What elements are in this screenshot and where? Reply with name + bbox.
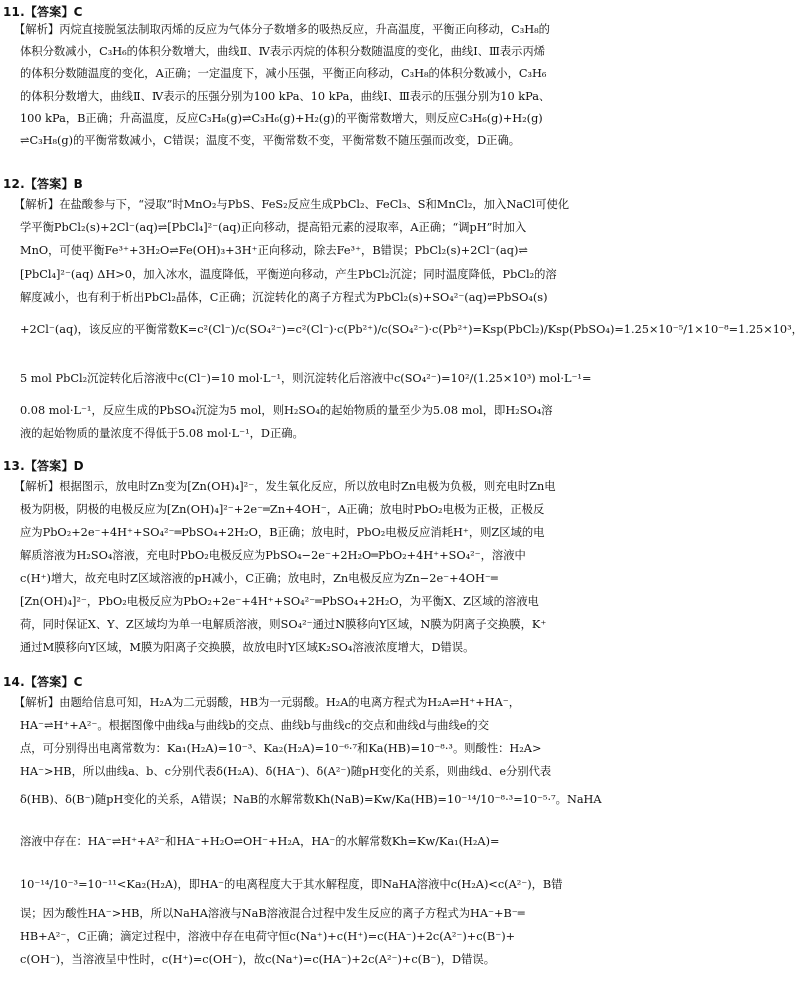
q12-analysis-line: +2Cl⁻(aq)，该反应的平衡常数K=c²(Cl⁻)/c(SO₄²⁻)=c²(Cl⁻)·c(Pb²⁺)/c(SO₄²⁻)·c(Pb²⁺)=Ksp(PbCl₂)/Ksp(PbSO₄)=1.25×10⁻⁵/1×10⁻⁸=1.25×10³， [20,323,803,336]
q14-analysis-line: 【解析】由题给信息可知，H₂A为二元弱酸，HB为一元弱酸。H₂A的电离方程式为H₂A⇌H⁺+HA⁻， [14,696,520,709]
q12-answer-heading: 12.【答案】B [3,177,84,191]
q14-analysis-line: δ(HB)、δ(B⁻)随pH变化的关系，A错误；NaB的水解常数Kh(NaB)=Kw/Ka(HB)=10⁻¹⁴/10⁻⁸·³=10⁻⁵·⁷。NaHA [20,793,602,806]
q14-analysis-line: HB+A²⁻，C正确；滴定过程中，溶液中存在电荷守恒c(Na⁺)+c(H⁺)=c(HA⁻)+2c(A²⁻)+c(B⁻)+ [20,930,516,943]
q12-analysis-line: 学平衡PbCl₂(s)+2Cl⁻(aq)⇌[PbCl₄]²⁻(aq)正向移动，提高铅元素的浸取率，A正确；“调pH”时加入 [20,221,527,234]
q13-analysis-line: [Zn(OH)₄]²⁻，PbO₂电极反应为PbO₂+2e⁻+4H⁺+SO₄²⁻═PbSO₄+2H₂O，为平衡X、Z区域的溶液电 [20,595,539,608]
q13-answer-heading: 13.【答案】D [3,459,84,473]
q13-analysis-line: 通过M膜移向Y区域，M膜为阳离子交换膜，故放电时Y区域K₂SO₄溶液浓度增大，D错误。 [20,641,475,654]
q14-analysis-line: 10⁻¹⁴/10⁻³=10⁻¹¹<Ka₂(H₂A)，即HA⁻的电离程度大于其水解程度，即NaHA溶液中c(H₂A)<c(A²⁻)，B错 [20,878,563,891]
q11-analysis-line: 【解析】丙烷直接脱氢法制取丙烯的反应为气体分子数增多的吸热反应，升高温度，平衡正向移动，C₃H₈的 [14,23,550,36]
q12-analysis-line: 液的起始物质的量浓度不得低于5.08 mol·L⁻¹，D正确。 [20,427,304,440]
q13-analysis-line: 【解析】根据图示，放电时Zn变为[Zn(OH)₄]²⁻，发生氧化反应，所以放电时Zn电极为负极，则充电时Zn电 [14,480,556,493]
q12-analysis-line: [PbCl₄]²⁻(aq) ΔH>0，加入冰水，温度降低，平衡逆向移动，产生PbCl₂沉淀；同时温度降低，PbCl₂的溶 [20,268,557,281]
q14-analysis-line: 溶液中存在：HA⁻⇌H⁺+A²⁻和HA⁻+H₂O⇌OH⁻+H₂A，HA⁻的水解常数Kh=Kw/Ka₁(H₂A)= [20,835,500,848]
q14-analysis-line: c(OH⁻)，当溶液呈中性时，c(H⁺)=c(OH⁻)，故c(Na⁺)=c(HA⁻)+2c(A²⁻)+c(B⁻)，D错误。 [20,953,495,966]
q12-analysis-line: MnO，可使平衡Fe³⁺+3H₂O⇌Fe(OH)₃+3H⁺正向移动，除去Fe³⁺，B错误；PbCl₂(s)+2Cl⁻(aq)⇌ [20,244,528,257]
q14-analysis-line: HA⁻⇌H⁺+A²⁻。根据图像中曲线a与曲线b的交点、曲线b与曲线c的交点和曲线d与曲线e的交 [20,719,490,732]
q14-analysis-line: 点，可分别得出电离常数为：Ka₁(H₂A)=10⁻³、Ka₂(H₂A)=10⁻⁶·⁷和Ka(HB)=10⁻⁸·³。则酸性：H₂A> [20,742,542,755]
q13-analysis-line: 荷，同时保证X、Y、Z区域均为单一电解质溶液，则SO₄²⁻通过N膜移向Y区域，N膜为阴离子交换膜，K⁺ [20,618,547,631]
q13-analysis-line: 应为PbO₂+2e⁻+4H⁺+SO₄²⁻═PbSO₄+2H₂O，B正确；放电时，PbO₂电极反应消耗H⁺，则Z区域的电 [20,526,545,539]
q13-analysis-line: 解质溶液为H₂SO₄溶液，充电时PbO₂电极反应为PbSO₄−2e⁻+2H₂O═PbO₂+4H⁺+SO₄²⁻，溶液中 [20,549,526,562]
q12-analysis-line: 【解析】在盐酸参与下，“浸取”时MnO₂与PbS、FeS₂反应生成PbCl₂、FeCl₃、S和MnCl₂，加入NaCl可使化 [14,198,570,211]
q11-answer-heading: 11.【答案】C [3,5,83,19]
q12-analysis-line: 解度减小，也有利于析出PbCl₂晶体，C正确；沉淀转化的离子方程式为PbCl₂(s)+SO₄²⁻(aq)⇌PbSO₄(s) [20,291,548,304]
q13-analysis-line: 极为阴极，阴极的电极反应为[Zn(OH)₄]²⁻+2e⁻═Zn+4OH⁻，A正确；放电时PbO₂电极为正极，正极反 [20,503,545,516]
q11-analysis-line: 体积分数减小，C₃H₆的体积分数增大，曲线Ⅱ、Ⅳ表示丙烷的体积分数随温度的变化，曲线Ⅰ、Ⅲ表示丙烯 [20,45,546,58]
q11-analysis-line: ⇌C₃H₈(g)的平衡常数减小，C错误；温度不变，平衡常数不变，平衡常数不随压强而改变，D正确。 [20,134,521,147]
q12-analysis-line: 0.08 mol·L⁻¹，反应生成的PbSO₄沉淀为5 mol，则H₂SO₄的起始物质的量至少为5.08 mol，即H₂SO₄溶 [20,404,553,417]
q11-analysis-line: 的体积分数增大，曲线Ⅱ、Ⅳ表示的压强分别为100 kPa、10 kPa，曲线Ⅰ、Ⅲ表示的压强分别为10 kPa、 [20,90,551,103]
q13-analysis-line: c(H⁺)增大，故充电时Z区域溶液的pH减小，C正确；放电时，Zn电极反应为Zn−2e⁻+4OH⁻═ [20,572,498,585]
q12-analysis-line: 5 mol PbCl₂沉淀转化后溶液中c(Cl⁻)=10 mol·L⁻¹，则沉淀转化后溶液中c(SO₄²⁻)=10²/(1.25×10³) mol·L⁻¹= [20,372,592,385]
q14-answer-heading: 14.【答案】C [3,675,83,689]
q11-analysis-line: 100 kPa，B正确；升高温度，反应C₃H₈(g)⇌C₃H₆(g)+H₂(g)的平衡常数增大，则反应C₃H₆(g)+H₂(g) [20,112,543,125]
q14-analysis-line: 误；因为酸性HA⁻>HB，所以NaHA溶液与NaB溶液混合过程中发生反应的离子方程式为HA⁻+B⁻═ [20,907,525,920]
q14-analysis-line: HA⁻>HB，所以曲线a、b、c分别代表δ(H₂A)、δ(HA⁻)、δ(A²⁻)随pH变化的关系，则曲线d、e分别代表 [20,765,552,778]
q11-analysis-line: 的体积分数随温度的变化，A正确；一定温度下，减小压强，平衡正向移动，C₃H₈的体积分数减小，C₃H₆ [20,67,547,80]
